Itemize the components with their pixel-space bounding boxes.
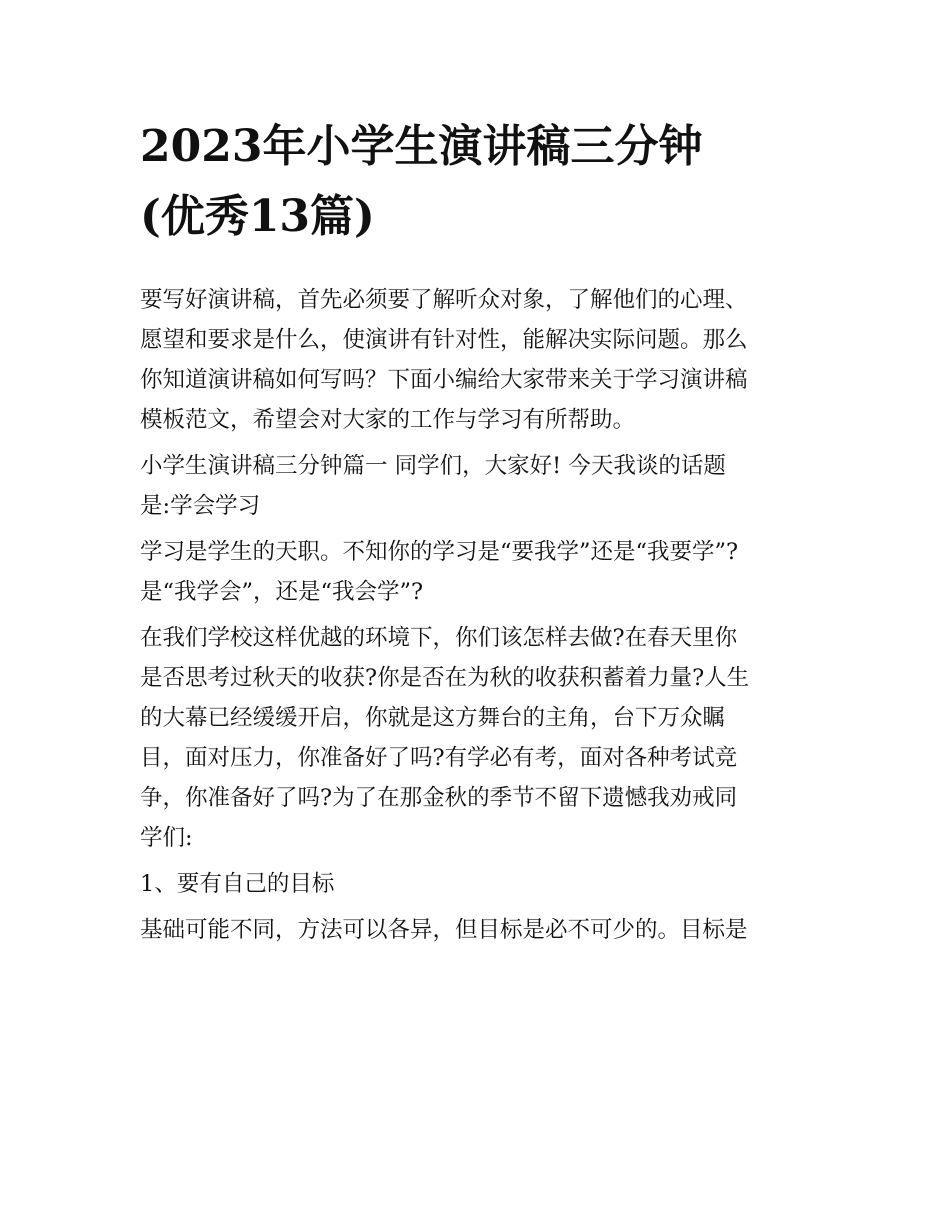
text-line: 的大幕已经缓缓开启，你就是这方舞台的主角，台下万众瞩 (140, 705, 726, 731)
text-line: 模板范文，希望会对大家的工作与学习有所帮助。 (140, 407, 636, 433)
paragraph-intro (140, 280, 830, 440)
text-line: 小学生演讲稿三分钟篇一 同学们，大家好! 今天我谈的话题 (140, 453, 726, 479)
text-line: 学们: (140, 825, 193, 851)
title-line: 2023年小学生演讲稿三分钟 (140, 121, 703, 172)
paragraph-goal (140, 910, 830, 950)
text-line: 目，面对压力，你准备好了吗?有学必有考，面对各种考试竞 (140, 745, 738, 771)
text-line: 是“我学会”，还是“我会学”? (140, 579, 424, 605)
document-body (140, 280, 830, 950)
text-line: 愿望和要求是什么，使演讲有针对性，能解决实际问题。那么 (140, 327, 748, 353)
text-line: 要写好演讲稿，首先必须要了解听众对象，了解他们的心理、 (140, 287, 748, 313)
text-line: 是:学会学习 (140, 493, 261, 519)
text-line: 是否思考过秋天的收获?你是否在为秋的收获积蓄着力量?人生 (140, 665, 750, 691)
text-line: 1、要有自己的目标 (140, 871, 335, 897)
document-title (140, 112, 840, 252)
text-line: 在我们学校这样优越的环境下，你们该怎样去做?在春天里你 (140, 625, 738, 651)
text-line: 基础可能不同，方法可以各异，但目标是必不可少的。目标是 (140, 917, 748, 943)
title-line: (优秀13篇) (140, 191, 375, 242)
text-line: 你知道演讲稿如何写吗？下面小编给大家带来关于学习演讲稿 (140, 367, 748, 393)
paragraph-goal-heading (140, 864, 830, 904)
paragraph-section-heading (140, 446, 830, 526)
text-line: 争，你准备好了吗?为了在那金秋的季节不留下遗憾我劝戒同 (140, 785, 738, 811)
paragraph-learning (140, 532, 830, 612)
text-line: 学习是学生的天职。不知你的学习是“要我学”还是“我要学”? (140, 539, 739, 565)
paragraph-environment (140, 618, 830, 858)
